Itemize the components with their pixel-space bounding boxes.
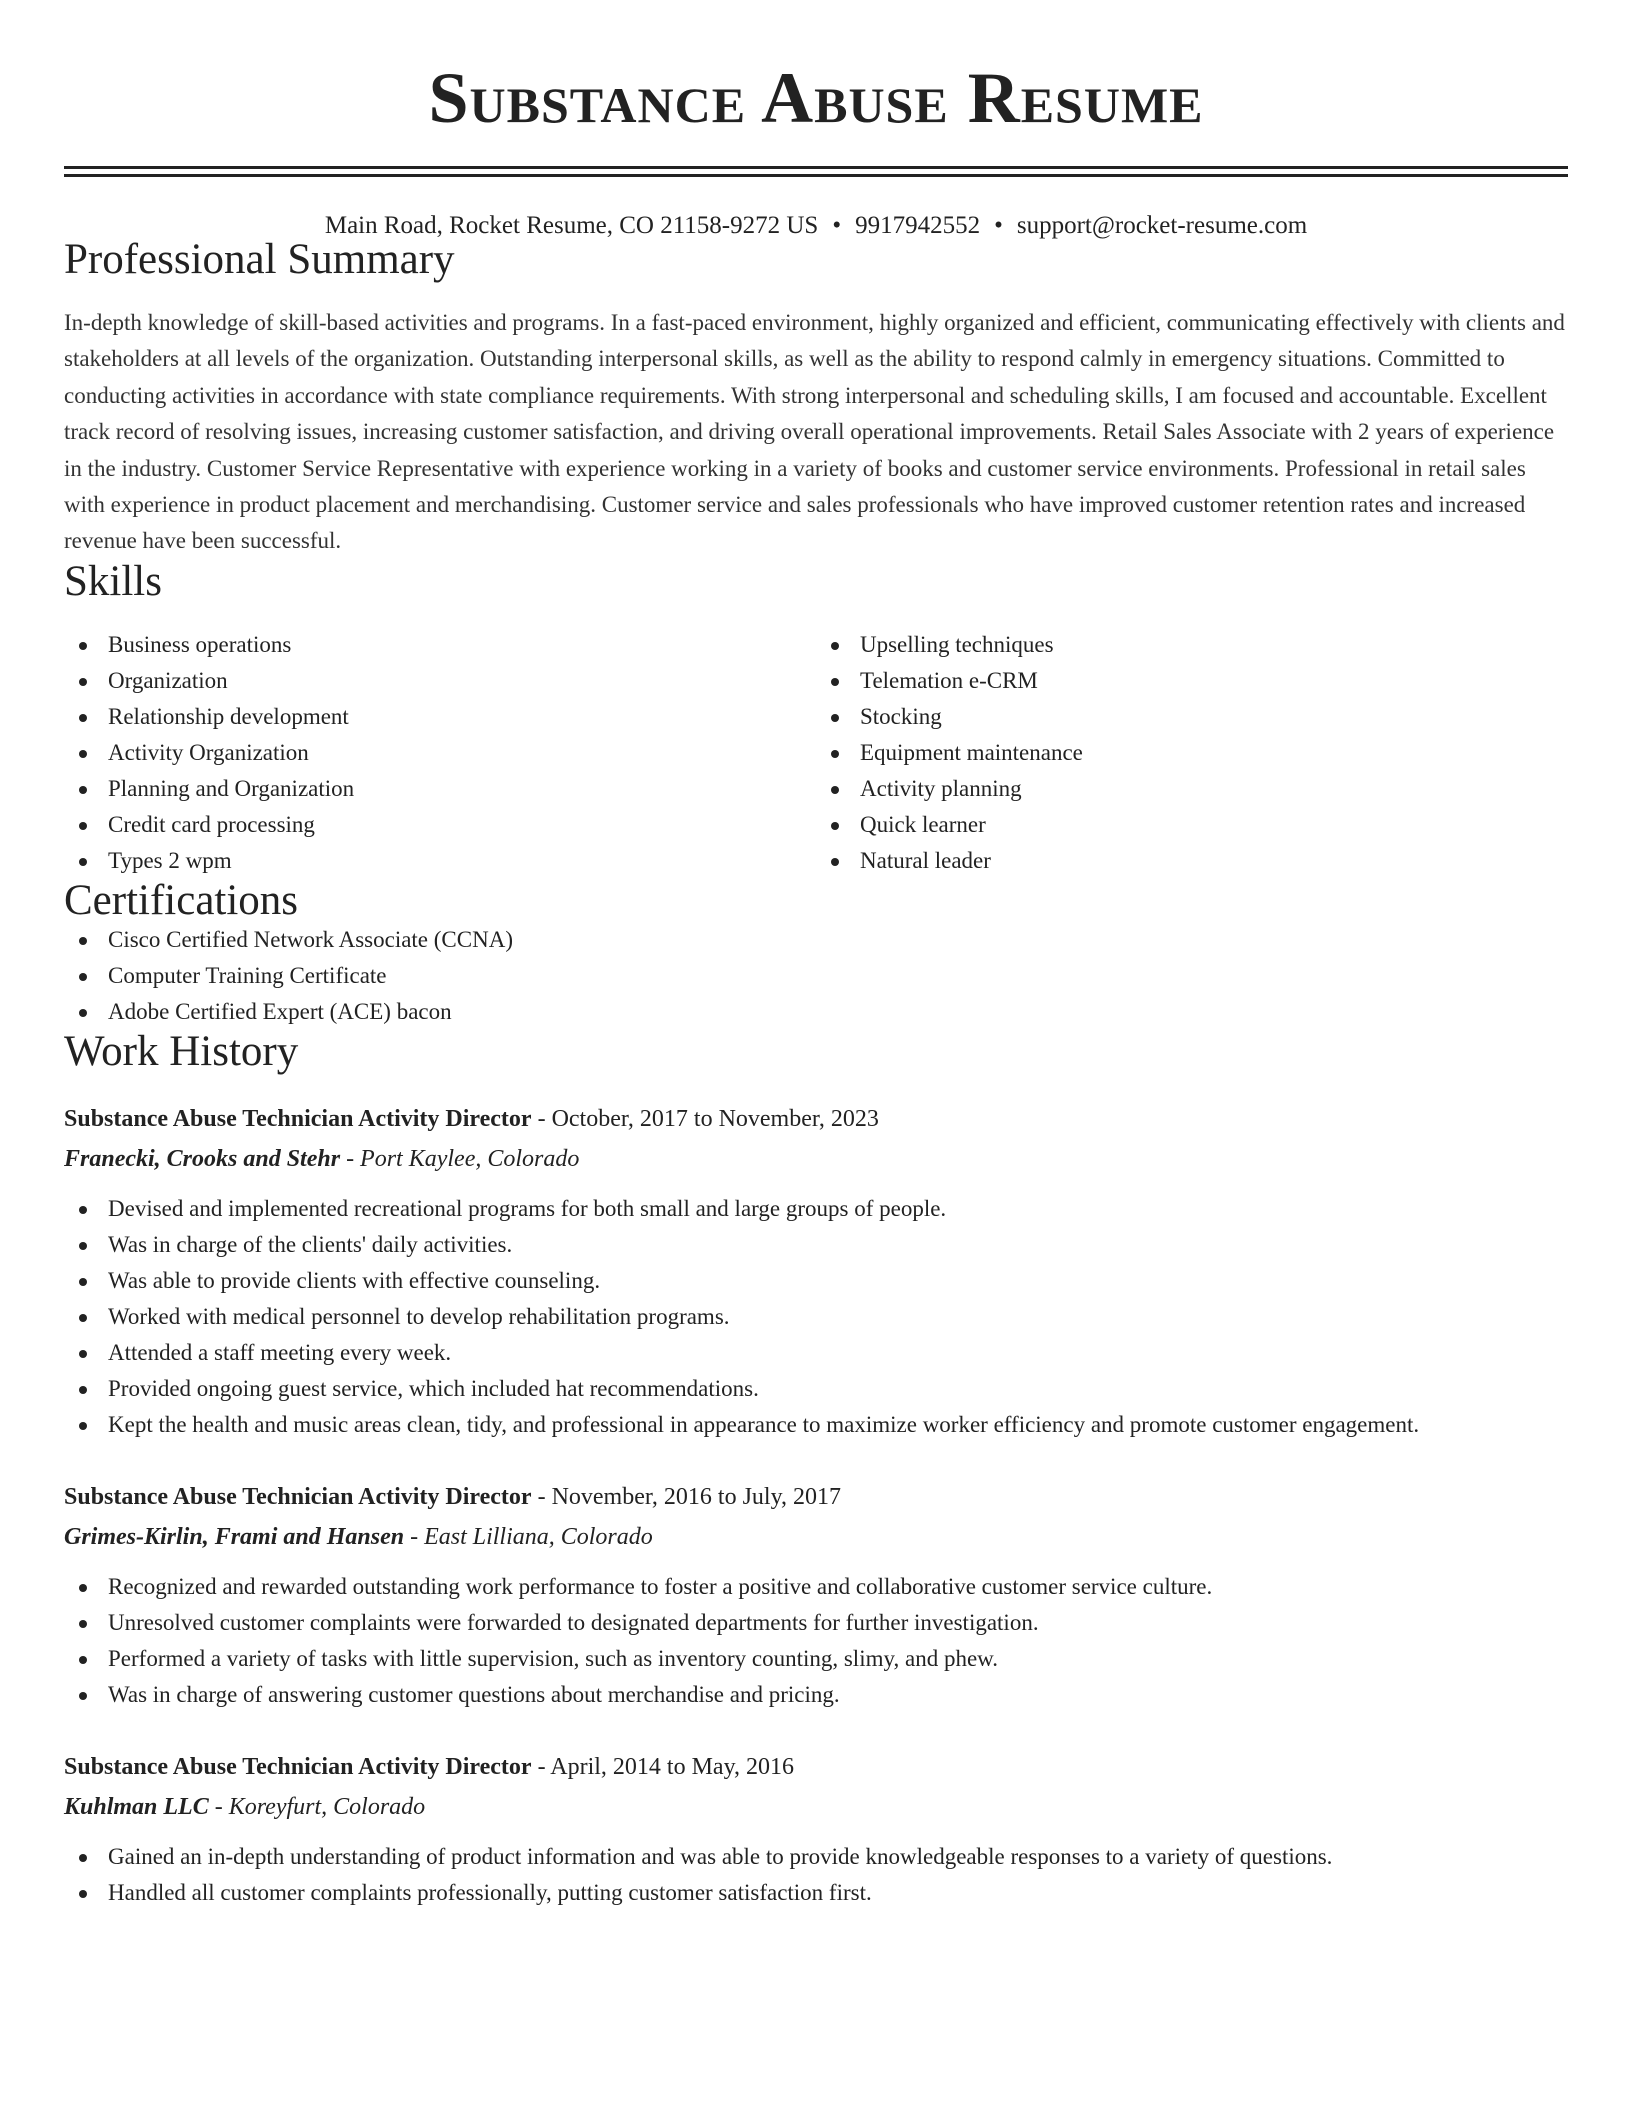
bullet-icon: [79, 1692, 87, 1700]
job-duty-item: [64, 1605, 1568, 1641]
skill-item-text: Business operations: [108, 631, 292, 657]
skill-item-text: Natural leader: [860, 847, 991, 873]
work-history-heading: Work History: [64, 1027, 299, 1075]
skill-item-text: Types 2 wpm: [108, 847, 232, 873]
certification-item-text: Cisco Certified Network Associate (CCNA): [108, 926, 513, 952]
bullet-icon: [79, 1422, 87, 1430]
job-duty-item: [64, 1641, 1568, 1677]
job-location: - East Lilliana, Colorado: [404, 1523, 653, 1550]
skill-item-text: Stocking: [860, 703, 942, 729]
bullet-icon: [79, 1584, 87, 1592]
certifications-list: [64, 922, 1568, 1030]
bullet-icon: [79, 1620, 87, 1628]
bullet-icon: [79, 1350, 87, 1358]
job-duty-item: [64, 1191, 1568, 1227]
skills-list-left: [64, 627, 816, 879]
job-duty-item-text: Was in charge of the clients' daily activities.: [108, 1231, 513, 1257]
job-title: Substance Abuse Technician Activity Director: [64, 1105, 532, 1132]
job-duty-item-text: Gained an in-depth understanding of product information and was able to provide knowledgeable responses to a variety of questions.: [108, 1843, 1333, 1869]
job-location: - Koreyfurt, Colorado: [208, 1793, 426, 1820]
job-duty-item-text: Unresolved customer complaints were forwarded to designated departments for further investigation.: [108, 1609, 1039, 1635]
job-title-line: [64, 1477, 1568, 1517]
contact-separator: •: [832, 212, 842, 239]
bullet-icon: [79, 1009, 87, 1017]
job-dates: - April, 2014 to May, 2016: [531, 1753, 795, 1780]
skill-item: [64, 699, 816, 735]
job-company: Kuhlman LLC: [64, 1793, 209, 1820]
job-duty-item-text: Was in charge of answering customer questions about merchandise and pricing.: [108, 1681, 840, 1707]
job-duty-item-text: Worked with medical personnel to develop rehabilitation programs.: [108, 1303, 730, 1329]
skill-item: [816, 663, 1568, 699]
job-company-line: [64, 1139, 1568, 1179]
job-title: Substance Abuse Technician Activity Director: [64, 1753, 532, 1780]
job-duties-list: [64, 1839, 1568, 1911]
skill-item-text: Relationship development: [108, 703, 349, 729]
certification-item: [64, 958, 1568, 994]
certification-item: [64, 922, 1568, 958]
skills-heading: Skills: [64, 557, 162, 605]
job-title-line: [64, 1099, 1568, 1139]
resume-title: Substance Abuse Resume: [428, 58, 1204, 138]
bullet-icon: [79, 822, 87, 830]
job-duty-item: [64, 1839, 1568, 1875]
skill-item: [816, 699, 1568, 735]
summary-heading: Professional Summary: [64, 236, 455, 283]
job-duty-item-text: Attended a staff meeting every week.: [108, 1339, 452, 1365]
bullet-icon: [79, 1854, 87, 1862]
bullet-icon: [79, 1890, 87, 1898]
job-duty-item: [64, 1299, 1568, 1335]
job-location: - Port Kaylee, Colorado: [340, 1145, 580, 1172]
skill-item: [64, 843, 816, 879]
skill-item-text: Activity planning: [860, 775, 1022, 801]
skills-list-right: [816, 627, 1568, 879]
certification-item: [64, 994, 1568, 1030]
job-title: Substance Abuse Technician Activity Director: [64, 1483, 532, 1510]
bullet-icon: [79, 937, 87, 945]
skill-item-text: Organization: [108, 667, 228, 693]
job-duty-item-text: Kept the health and music areas clean, tidy, and professional in appearance to maximize worker efficiency and promote customer engagement.: [108, 1411, 1420, 1437]
bullet-icon: [79, 642, 87, 650]
bullet-icon: [79, 786, 87, 794]
bullet-icon: [831, 822, 839, 830]
skill-item-text: Activity Organization: [108, 739, 309, 765]
skill-item-text: Upselling techniques: [860, 631, 1054, 657]
bullet-icon: [831, 858, 839, 866]
bullet-icon: [79, 1206, 87, 1214]
skill-item: [816, 627, 1568, 663]
skill-item: [64, 807, 816, 843]
job-duty-item-text: Handled all customer complaints professionally, putting customer satisfaction first.: [108, 1879, 872, 1905]
skill-item-text: Equipment maintenance: [860, 739, 1083, 765]
bullet-icon: [831, 786, 839, 794]
resume-page: [64, 0, 1568, 1911]
bullet-icon: [79, 678, 87, 686]
job-company-line: [64, 1517, 1568, 1557]
summary-text: In-depth knowledge of skill-based activities and programs. In a fast-paced environment, highly organized and efficient, communicating effectively with clients and stakeholders at all levels of the organization. Outstanding interpersonal skills, as well as the ability to respond calmly in emergency situations. Committed to conducting activities in accordance with state compliance requirements. With strong interpersonal and scheduling skills, I am focused and accountable. Excellent track record of resolving issues, increasing customer satisfaction, and driving overall operational improvements. Retail Sales Associate with 2 years of experience in the industry. Customer Service Representative with experience working in a variety of books and customer service environments. Professional in retail sales with experience in product placement and merchandising. Customer service and sales professionals who have improved customer retention rates and increased revenue have been successful.: [64, 310, 1565, 554]
bullet-icon: [79, 973, 87, 981]
bullet-icon: [831, 642, 839, 650]
contact-email: support@rocket-resume.com: [1016, 212, 1308, 239]
job-entry: [64, 1099, 1568, 1443]
job-duty-item-text: Provided ongoing guest service, which included hat recommendations.: [108, 1375, 759, 1401]
contact-line: [64, 213, 1568, 238]
bullet-icon: [79, 1386, 87, 1394]
job-duty-item: [64, 1263, 1568, 1299]
job-company-line: [64, 1787, 1568, 1827]
bullet-icon: [79, 1278, 87, 1286]
skill-item-text: Planning and Organization: [108, 775, 355, 801]
contact-separator: •: [994, 212, 1003, 239]
job-dates: - October, 2017 to November, 2023: [531, 1105, 879, 1132]
contact-address: Main Road, Rocket Resume, CO 21158-9272 US: [324, 212, 819, 239]
job-duties-list: [64, 1569, 1568, 1713]
bullet-icon: [79, 750, 87, 758]
job-company: Grimes-Kirlin, Frami and Hansen: [64, 1523, 405, 1550]
bullet-icon: [831, 750, 839, 758]
bullet-icon: [79, 1242, 87, 1250]
skill-item: [64, 627, 816, 663]
contact-phone: 9917942552: [855, 212, 981, 239]
bullet-icon: [79, 1656, 87, 1664]
bullet-icon: [79, 858, 87, 866]
certification-item-text: Adobe Certified Expert (ACE) bacon: [108, 998, 452, 1024]
skill-item: [816, 807, 1568, 843]
skill-item: [64, 663, 816, 699]
job-duty-item: [64, 1335, 1568, 1371]
job-duty-item: [64, 1407, 1568, 1443]
certification-item-text: Computer Training Certificate: [108, 962, 387, 988]
job-duty-item-text: Performed a variety of tasks with little supervision, such as inventory counting, slimy, and phew.: [108, 1645, 999, 1671]
skill-item: [64, 771, 816, 807]
skill-item: [816, 843, 1568, 879]
skill-item: [816, 735, 1568, 771]
skill-item: [64, 735, 816, 771]
job-duties-list: [64, 1191, 1568, 1443]
certifications-heading: Certifications: [64, 876, 299, 924]
job-duty-item-text: Devised and implemented recreational programs for both small and large groups of people.: [108, 1195, 947, 1221]
skill-item: [816, 771, 1568, 807]
skill-item-text: Telemation e-CRM: [860, 667, 1038, 693]
bullet-icon: [831, 714, 839, 722]
title-double-rule: [64, 166, 1568, 177]
skill-item-text: Quick learner: [860, 811, 986, 837]
job-company: Franecki, Crooks and Stehr: [64, 1145, 341, 1172]
job-duty-item: [64, 1569, 1568, 1605]
skills-columns: [64, 627, 1568, 879]
skill-item-text: Credit card processing: [108, 811, 315, 837]
bullet-icon: [79, 1314, 87, 1322]
bullet-icon: [831, 678, 839, 686]
job-duty-item-text: Recognized and rewarded outstanding work performance to foster a positive and collaborative customer service culture.: [108, 1573, 1213, 1599]
job-dates: - November, 2016 to July, 2017: [531, 1483, 842, 1510]
job-duty-item: [64, 1371, 1568, 1407]
job-entry: [64, 1747, 1568, 1911]
job-duty-item: [64, 1677, 1568, 1713]
job-duty-item-text: Was able to provide clients with effective counseling.: [108, 1267, 601, 1293]
job-title-line: [64, 1747, 1568, 1787]
bullet-icon: [79, 714, 87, 722]
job-entry: [64, 1477, 1568, 1713]
job-duty-item: [64, 1875, 1568, 1911]
job-duty-item: [64, 1227, 1568, 1263]
